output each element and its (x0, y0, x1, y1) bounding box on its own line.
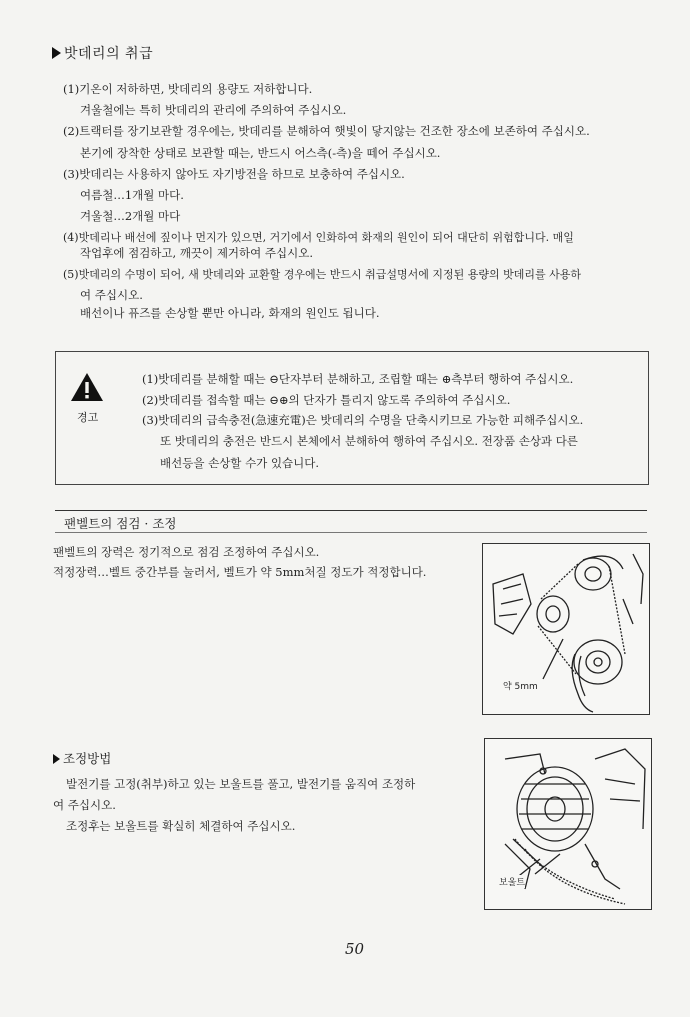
battery-item-1: (1)기온이 저하하면, 밧데리의 용량도 저하합니다. (63, 82, 313, 96)
battery-item-4-detail: 작업후에 점검하고, 깨끗이 제거하여 주십시오. (80, 246, 314, 260)
section-divider-top (55, 510, 647, 511)
battery-item-3: (3)밧데리는 사용하지 않아도 자기방전을 하므로 보충하여 주십시오. (63, 167, 405, 181)
battery-item-1-detail: 겨울철에는 특히 밧데리의 관리에 주의하여 주십시오. (80, 103, 347, 117)
battery-item-5-note: 배선이나 퓨즈를 손상할 뿐만 아니라, 화재의 원인도 됩니다. (80, 306, 380, 320)
battery-item-2-detail: 본기에 장착한 상태로 보관할 때는, 반드시 어스측(-측)을 떼어 주십시오. (80, 146, 441, 160)
section-divider-bottom (55, 532, 647, 533)
section-heading-adjust: 조정방법 (53, 749, 111, 767)
fanbelt-text-2: 적정장력…벨트 중간부를 눌러서, 벨트가 약 5mm처질 정도가 적정합니다. (53, 565, 427, 579)
battery-item-4: (4)밧데리나 배선에 짚이나 먼지가 있으면, 거기에서 인화하여 화재의 원인이 되어 대단히 위험합니다. 매일 (63, 231, 574, 244)
warning-label: 경고 (77, 411, 99, 424)
warning-item-1: (1)밧데리를 분해할 때는 ⊖단자부터 분해하고, 조립할 때는 ⊕측부터 행하여 주십시오. (142, 372, 574, 386)
battery-item-2: (2)트랙터를 장기보관할 경우에는, 밧데리를 분해하여 햇빛이 닿지않는 건조한 장소에 보존하여 주십시오. (63, 124, 590, 138)
page-number: 50 (345, 940, 365, 958)
triangle-bullet-icon (52, 47, 61, 59)
battery-item-5: (5)밧데리의 수명이 되어, 새 밧데리와 교환할 경우에는 반드시 취급설명서에 지정된 용량의 밧데리를 사용하 (63, 268, 581, 281)
fanbelt-text-1: 팬벨트의 장력은 정기적으로 점검 조정하여 주십시오. (53, 545, 320, 559)
fanbelt-figure (482, 543, 650, 715)
section-heading-fanbelt: 팬벨트의 점검 · 조정 (64, 516, 177, 531)
battery-item-5-detail: 여 주십시오. (80, 288, 143, 302)
adjust-figure-label: 보울트 (499, 875, 525, 888)
triangle-bullet-icon (53, 754, 60, 764)
fanbelt-figure-label: 약 5mm (503, 679, 538, 692)
warning-item-3: (3)밧데리의 급속충전(急速充電)은 밧데리의 수명을 단축시키므로 가능한 피해주십시오. (142, 413, 584, 427)
warning-item-3-detail: 또 밧데리의 충전은 반드시 본체에서 분해하여 행하여 주십시오. 전장품 손상과 다른 (160, 434, 578, 448)
warning-item-3-note: 배선등을 손상할 수가 있습니다. (160, 456, 320, 470)
warning-item-2: (2)밧데리를 접속할 때는 ⊖⊕의 단자가 틀리지 않도록 주의하여 주십시오. (142, 393, 511, 407)
battery-item-3-summer: 여름철…1개월 마다. (80, 188, 184, 202)
section-heading-battery: 밧데리의 취급 (52, 43, 153, 63)
warning-triangle-icon (70, 372, 104, 402)
adjust-text-3: 조정후는 보울트를 확실히 체결하여 주십시오. (66, 819, 296, 833)
adjust-text-2: 여 주십시오. (53, 798, 116, 812)
battery-item-3-winter: 겨울철…2개월 마다 (80, 209, 181, 223)
adjust-figure (484, 738, 652, 910)
adjust-text-1: 발전기를 고정(취부)하고 있는 보울트를 풀고, 발전기를 움직여 조정하 (66, 777, 416, 791)
